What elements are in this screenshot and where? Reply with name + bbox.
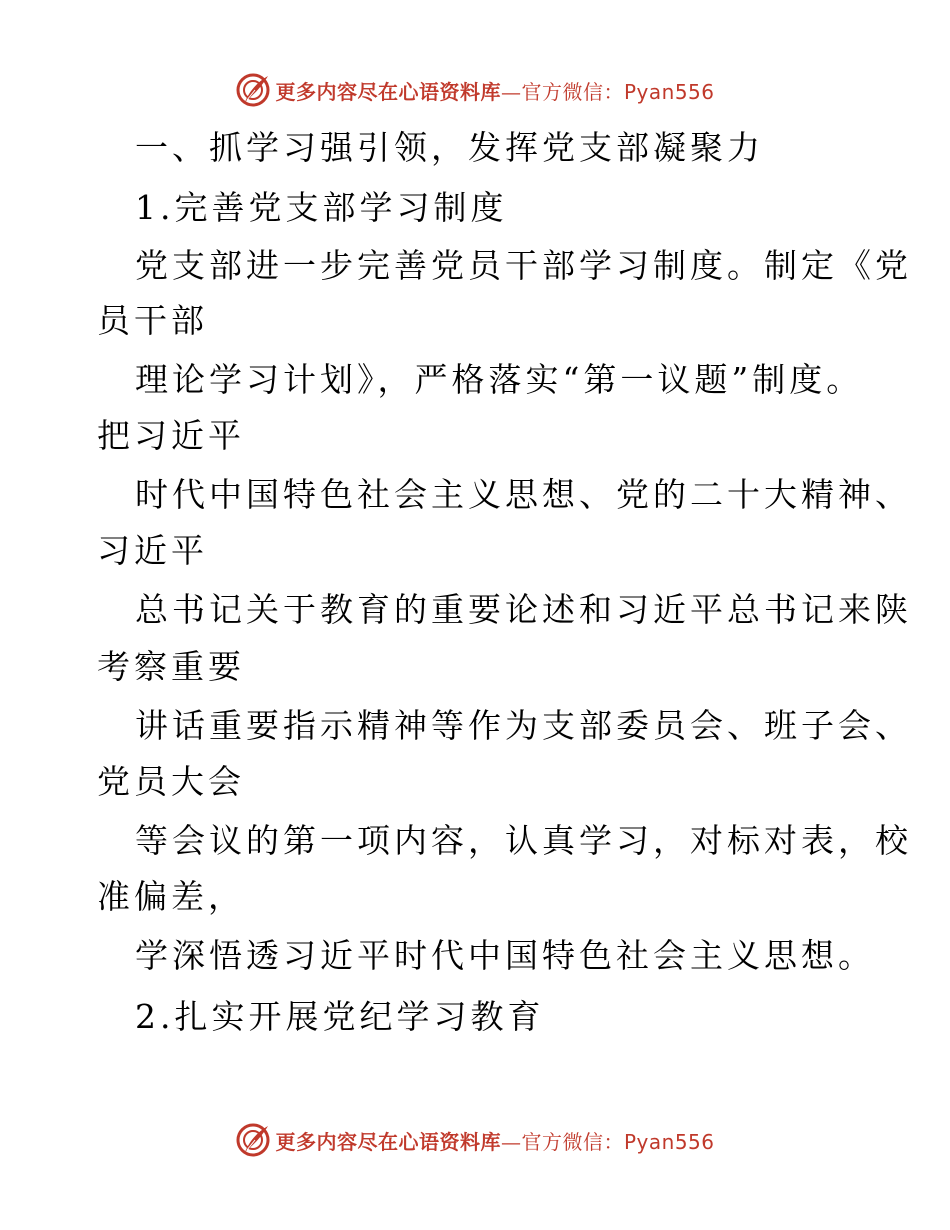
paragraph-line: 把习近平 xyxy=(97,416,245,455)
header-banner-title: 更多内容尽在心语资料库 xyxy=(275,79,501,104)
header-watermark-banner xyxy=(0,70,950,110)
paragraph-line: 考察重要 xyxy=(97,647,245,686)
footer-wechat-label: 官方微信： xyxy=(521,1129,624,1154)
paragraph-line: 学深悟透习近平时代中国特色社会主义思想。 xyxy=(135,936,875,975)
footer-watermark-banner xyxy=(0,1120,950,1160)
subheading-1: 1.完善党支部学习制度 xyxy=(135,188,508,227)
paragraph-line: 党支部进一步完善党员干部学习制度。制定《党 xyxy=(135,246,912,285)
paragraph-line: 员干部 xyxy=(97,301,208,340)
paragraph-line: 讲话重要指示精神等作为支部委员会、班子会、 xyxy=(135,706,912,745)
feather-logo-icon xyxy=(235,1122,271,1158)
footer-banner-text xyxy=(275,1126,714,1155)
subheading-2: 2.扎实开展党纪学习教育 xyxy=(135,997,545,1036)
paragraph-line: 时代中国特色社会主义思想、党的二十大精神、 xyxy=(135,475,912,514)
paragraph-line: 等会议的第一项内容，认真学习，对标对表，校 xyxy=(135,821,912,860)
paragraph-line: 习近平 xyxy=(97,531,208,570)
header-banner-inner xyxy=(235,72,714,108)
footer-banner-inner xyxy=(235,1122,714,1158)
paragraph-line: 党员大会 xyxy=(97,762,245,801)
paragraph-line: 准偏差， xyxy=(97,877,245,916)
header-wechat-label: 官方微信： xyxy=(521,79,624,104)
footer-banner-title: 更多内容尽在心语资料库 xyxy=(275,1129,501,1154)
feather-logo-icon xyxy=(235,72,271,108)
header-banner-dash: — xyxy=(500,79,522,104)
paragraph-line: 总书记关于教育的重要论述和习近平总书记来陕 xyxy=(135,590,912,629)
header-banner-text xyxy=(275,76,714,105)
section-heading-1: 一、抓学习强引领，发挥党支部凝聚力 xyxy=(135,128,764,167)
paragraph-line: 理论学习计划》，严格落实“第一议题”制度。 xyxy=(135,360,864,399)
footer-wechat-id: Pyan556 xyxy=(623,1129,715,1154)
header-wechat-id: Pyan556 xyxy=(623,79,715,104)
footer-banner-dash: — xyxy=(500,1129,522,1154)
